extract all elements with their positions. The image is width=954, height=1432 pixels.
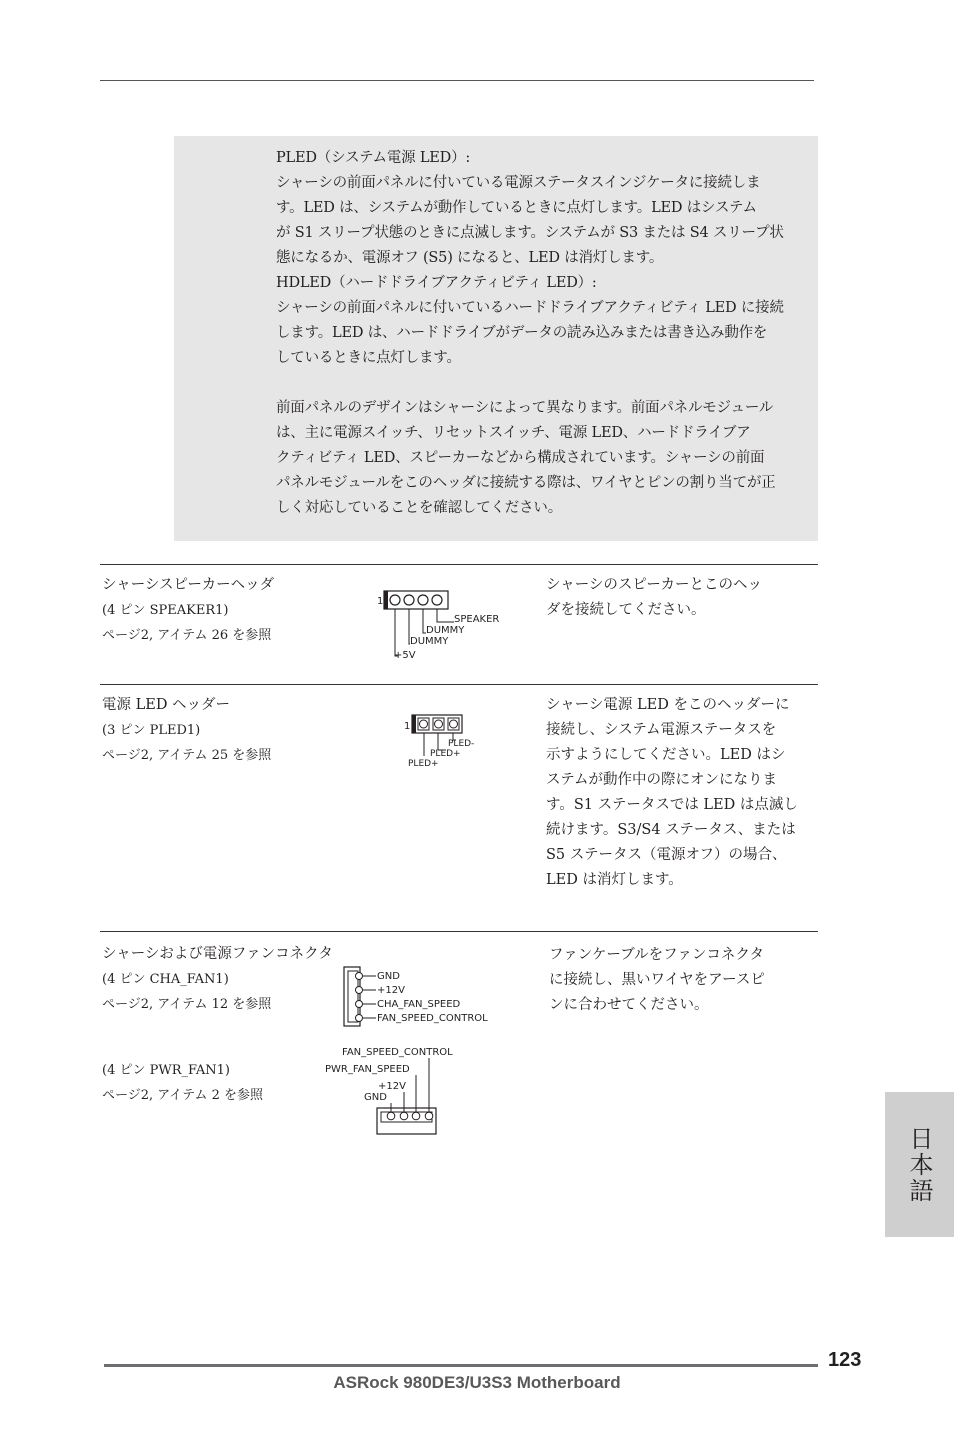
desc-line: シャーシ電源 LED をこのヘッダーに [546,697,790,713]
section-divider [100,931,818,932]
cha-fan-diagram [340,964,510,1030]
top-rule [100,80,814,81]
speaker-pins: (4 ピン SPEAKER1) [102,603,229,618]
section-divider [100,564,818,565]
desc-line: LED は消灯します。 [546,872,683,888]
cha-fan-pin-label: +12V [377,985,405,996]
note-line: クティビティ LED、スピーカーなどから構成されています。シャーシの前面 [276,450,765,466]
note-line: HDLED（ハードドライブアクティビティ LED）: [276,275,597,291]
speaker-title: シャーシスピーカーヘッダ [102,577,275,593]
desc-line: 接続し、システム電源ステータスを [546,722,777,738]
speaker-info [102,573,342,648]
note-line: パネルモジュールをこのヘッダに接続する際は、ワイヤとピンの割り当てが正 [276,475,776,491]
desc-line: 続けます。S3/S4 ステータス、または [546,822,796,838]
desc-line: ステムが動作中の際にオンになりま [546,772,777,788]
speaker-ref: ページ2, アイテム 26 を参照 [102,628,272,643]
speaker-header-diagram [374,588,504,664]
pled-pin-label: PLED- [448,739,475,749]
pled-pin-label: PLED+ [430,749,461,759]
pled-title: 電源 LED ヘッダー [102,697,231,713]
note-line: は、主に電源スイッチ、リセットスイッチ、電源 LED、ハードドライブア [276,425,751,441]
note-line: します。LED は、ハードドライブがデータの読み込みまたは書き込み動作を [276,325,768,341]
note-line: 態になるか、電源オフ (S5) になると、LED は消灯します。 [276,250,664,266]
page-number: 123 [828,1349,862,1371]
note-line: PLED（システム電源 LED）: [276,150,471,166]
desc-line: す。S1 ステータスでは LED は点滅し [546,797,798,813]
pwr-fan-pins: (4 ピン PWR_FAN1) [102,1063,231,1078]
speaker-pin-label: SPEAKER [454,614,500,625]
pwr-fan-pin-label: FAN_SPEED_CONTROL [342,1047,453,1058]
section-divider [100,684,818,685]
pled-pins: (3 ピン PLED1) [102,723,201,738]
speaker-pin-label: DUMMY [426,625,465,636]
note-line: 前面パネルのデザインはシャーシによって異なります。前面パネルモジュール [276,400,774,416]
desc-line: S5 ステータス（電源オフ）の場合、 [546,847,787,863]
pwr-fan-pin-label: GND [364,1092,387,1103]
pled-info [102,693,342,768]
pled-description [546,693,818,893]
pled-pin-label: PLED+ [408,759,439,769]
language-tab [885,1092,954,1237]
pin1-marker: 1 [404,721,411,732]
cha-fan-pin-label: CHA_FAN_SPEED [377,999,461,1010]
pwr-fan-ref: ページ2, アイテム 2 を参照 [102,1088,263,1103]
desc-line: に接続し、黒いワイヤをアースピ [549,972,765,988]
desc-line: ダを接続してください。 [546,602,706,618]
footer-rule [104,1364,818,1367]
pin1-marker: 1 [377,596,384,607]
note-line: しているときに点灯します。 [276,350,461,366]
speaker-pin-label: DUMMY [410,636,449,647]
pwr-fan-diagram [322,1042,482,1138]
desc-line: ンに合わせてください。 [549,997,709,1013]
note-text [276,146,816,521]
desc-line: ファンケーブルをファンコネクタ [549,947,765,963]
desc-line: シャーシのスピーカーとこのヘッ [546,577,763,593]
cha-fan-pin-label: GND [377,971,400,982]
speaker-pin-label: +5V [394,650,416,661]
fan-title: シャーシおよび電源ファンコネクタ [102,946,333,962]
fan-info [102,942,342,1017]
pwr-fan-pin-label: PWR_FAN_SPEED [325,1064,410,1075]
cha-fan-ref: ページ2, アイテム 12 を参照 [102,997,272,1012]
cha-fan-pins: (4 ピン CHA_FAN1) [102,972,229,987]
cha-fan-pin-label: FAN_SPEED_CONTROL [377,1013,488,1024]
language-tab-label: 日本語 [905,1125,933,1204]
note-line: す。LED は、システムが動作しているときに点灯します。LED はシステム [276,200,757,216]
pled-ref: ページ2, アイテム 25 を参照 [102,748,272,763]
note-line: が S1 スリープ状態のときに点滅します。システムが S3 または S4 スリープ状 [276,225,784,241]
pwr-fan-pin-label: +12V [378,1081,406,1092]
note-line: シャーシの前面パネルに付いているハードドライブアクティビティ LED に接続 [276,300,784,316]
footer-title: ASRock 980DE3/U3S3 Motherboard [333,1373,621,1392]
pled-header-diagram [400,712,490,770]
fan-description [549,943,821,1018]
pwr-fan-info [102,1058,342,1108]
note-line: しく対応していることを確認してください。 [276,500,562,516]
speaker-description [546,573,818,623]
desc-line: 示すようにしてください。LED はシ [546,747,786,763]
note-line: シャーシの前面パネルに付いている電源ステータスインジケータに接続しま [276,175,761,191]
